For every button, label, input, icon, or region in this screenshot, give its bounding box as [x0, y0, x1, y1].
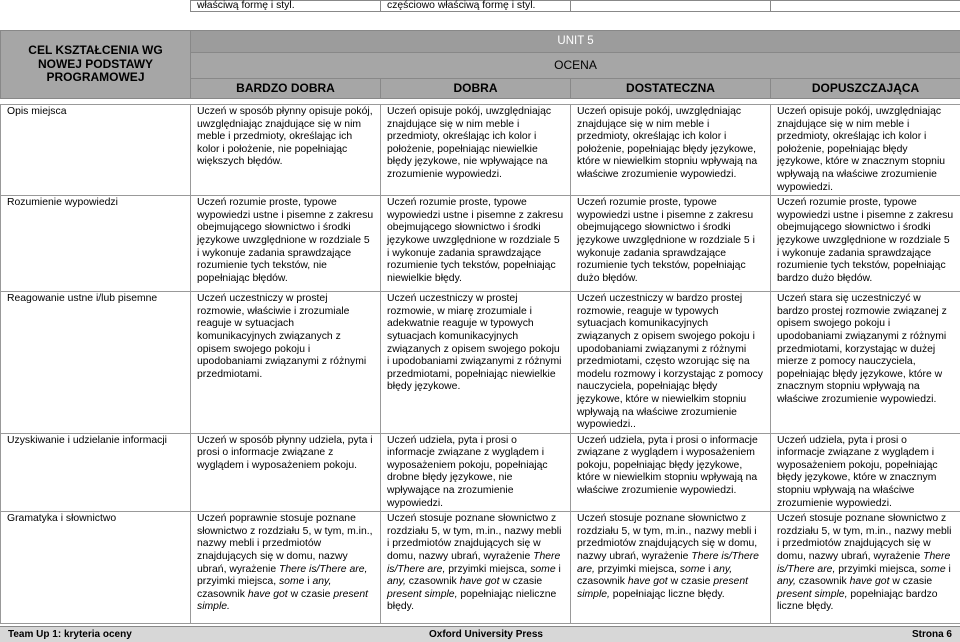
criterion-cell: Uczeń uczestniczy w bardzo prostej rozmowie, reaguje w typowych sytuacjach komunikacyjnych związanych z opisem swojego pokoju i upodobaniami związanymi z różnymi przedmiotami, często wzorując się na modelu rozmowy i korzystając z pomocy nauczyciela, popełniając błędy językowe, które w niewielkim stopniu wpływają na właściwe zrozumienie wypowiedzi..: [571, 292, 771, 434]
table-row: [1, 105, 960, 196]
row-label: Gramatyka i słownictwo: [1, 512, 191, 624]
criterion-cell: Uczeń stosuje poznane słownictwo z rozdziału 5, w tym, m.in., nazwy mebli i przedmiotów znajdujących się w domu, nazwy ubrań, wyrażenie There is/There are, przyimki miejsca, some i any, czasownik have got w czasie present simple, popełniając bardzo liczne błędy.: [771, 512, 960, 624]
prev-cell-2: częściowo właściwą formę i styl.: [381, 1, 571, 12]
goal-column-header: CEL KSZTAŁCENIA WG NOWEJ PODSTAWY PROGRAMOWEJ: [1, 31, 191, 99]
page-footer: [0, 626, 960, 642]
footer-page-number: Strona 6: [912, 629, 952, 640]
grade-dobra: DOBRA: [381, 79, 571, 99]
criterion-cell: Uczeń rozumie proste, typowe wypowiedzi ustne i pisemne z zakresu obejmującego słownictwo i środki językowe uwzględnione w rozdziale 5 i wykonuje zadania sprawdzające rozumienie tych tekstów, nie popełniając błędów.: [191, 196, 381, 292]
criterion-cell: Uczeń udziela, pyta i prosi o informacje związane z wyglądem i wyposażeniem pokoju, popełniając błędy językowe, które w niewielkim stopniu wpływają na właściwe zrozumienie wypowiedzi.: [571, 433, 771, 512]
prev-cell-4: [771, 1, 960, 12]
previous-table-tail: [190, 0, 960, 12]
criterion-cell: Uczeń poprawnie stosuje poznane słownictwo z rozdziału 5, w tym, m.in., nazwy mebli i przedmiotów znajdujących się w domu, nazwy ubrań, wyrażenie There is/There are, przyimki miejsca, some i any, czasownik have got w czasie present simple.: [191, 512, 381, 624]
prev-cell-1: właściwą formę i styl.: [191, 1, 381, 12]
footer-publisher: Oxford University Press: [429, 629, 543, 640]
criterion-cell: Uczeń rozumie proste, typowe wypowiedzi ustne i pisemne z zakresu obejmującego słownictwo i środki językowe uwzględnione w rozdziale 5 i wykonuje zadania sprawdzające rozumienie tych tekstów, popełniając niewielkie błędy.: [381, 196, 571, 292]
criterion-cell: Uczeń rozumie proste, typowe wypowiedzi ustne i pisemne z zakresu obejmującego słownictwo i środki językowe uwzględnione w rozdziale 5 i wykonuje zadania sprawdzające rozumienie tych tekstów, popełniając bardzo dużo błędów.: [771, 196, 960, 292]
criterion-cell: Uczeń stosuje poznane słownictwo z rozdziału 5, w tym, m.in., nazwy mebli i przedmiotów znajdujących się w domu, nazwy ubrań, wyrażenie There is/There are, przyimki miejsca, some i any, czasownik have got w czasie present simple, popełniając nieliczne błędy.: [381, 512, 571, 624]
criterion-cell: Uczeń rozumie proste, typowe wypowiedzi ustne i pisemne z zakresu obejmującego słownictwo i środki językowe uwzględnione w rozdziale 5 i wykonuje zadania sprawdzające rozumienie tych tekstów, popełniając dużo błędów.: [571, 196, 771, 292]
row-label: Uzyskiwanie i udzielanie informacji: [1, 433, 191, 512]
grade-bardzo-dobra: BARDZO DOBRA: [191, 79, 381, 99]
criterion-cell: Uczeń stosuje poznane słownictwo z rozdziału 5, w tym, m.in., nazwy mebli i przedmiotów znajdujących się w domu, nazwy ubrań, wyrażenie There is/There are, przyimki miejsca, some i any, czasownik have got w czasie present simple, popełniając liczne błędy.: [571, 512, 771, 624]
criterion-cell: Uczeń uczestniczy w prostej rozmowie, w miarę zrozumiale i adekwatnie reaguje w typowych sytuacjach komunikacyjnych związanych z opisem swojego pokoju i upodobaniami związanymi z różnymi przedmiotami, popełniając niewielkie błędy językowe.: [381, 292, 571, 434]
unit-title: UNIT 5: [191, 31, 960, 53]
grade-dostateczna: DOSTATECZNA: [571, 79, 771, 99]
grade-dopuszczajaca: DOPUSZCZAJĄCA: [771, 79, 960, 99]
criterion-cell: Uczeń w sposób płynny udziela, pyta i prosi o informacje związane z wyglądem i wyposażeniem pokoju.: [191, 433, 381, 512]
criterion-cell: Uczeń opisuje pokój, uwzględniając znajdujące się w nim meble i przedmioty, określając ich kolor i położenie, popełniając niewielkie błędy językowe, nie wpływające na zrozumienie wypowiedzi.: [381, 105, 571, 196]
row-label: Opis miejsca: [1, 105, 191, 196]
criterion-cell: Uczeń udziela, pyta i prosi o informacje związane z wyglądem i wyposażeniem pokoju, popełniając drobne błędy językowe, nie wpływające na zrozumienie wypowiedzi.: [381, 433, 571, 512]
criteria-header: [0, 30, 960, 99]
footer-title: Team Up 1: kryteria oceny: [8, 629, 132, 640]
criterion-cell: Uczeń opisuje pokój, uwzględniając znajdujące się w nim meble i przedmioty, określając ich kolor i położenie, popełniając błędy językowe, które w niewielkim stopniu wpływają na właściwe zrozumienie wypowiedzi.: [571, 105, 771, 196]
table-row: [1, 292, 960, 434]
prev-cell-3: [571, 1, 771, 12]
criterion-cell: Uczeń opisuje pokój, uwzględniając znajdujące się w nim meble i przedmioty, określając ich kolor i położenie, popełniając błędy językowe, które w znacznym stopniu wpływają na właściwe zrozumienie wypowiedzi.: [771, 105, 960, 196]
row-label: Reagowanie ustne i/lub pisemne: [1, 292, 191, 434]
criterion-cell: Uczeń w sposób płynny opisuje pokój, uwzględniając znajdujące się w nim meble i przedmioty, określając ich kolor i położenie, nie popełniając większych błędów.: [191, 105, 381, 196]
criterion-cell: Uczeń stara się uczestniczyć w bardzo prostej rozmowie związanej z opisem swojego pokoju i upodobaniami związanymi z różnymi przedmiotami, korzystając w dużej mierze z pomocy nauczyciela, popełniając błędy językowe, które w znacznym stopniu wpływają na właściwe zrozumienie wypowiedzi.: [771, 292, 960, 434]
criteria-table: [0, 104, 960, 624]
table-row: [1, 512, 960, 624]
row-label: Rozumienie wypowiedzi: [1, 196, 191, 292]
table-row: [1, 196, 960, 292]
table-row: [1, 433, 960, 512]
criterion-cell: Uczeń uczestniczy w prostej rozmowie, właściwie i zrozumiale reaguje w sytuacjach komunikacyjnych związanych z opisem swojego pokoju i upodobaniami związanymi z różnymi przedmiotami.: [191, 292, 381, 434]
ocena-header: OCENA: [191, 53, 960, 79]
criterion-cell: Uczeń udziela, pyta i prosi o informacje związane z wyglądem i wyposażeniem pokoju, popełniając błędy językowe, które w znacznym stopniu wpływają na właściwe zrozumienie wypowiedzi.: [771, 433, 960, 512]
